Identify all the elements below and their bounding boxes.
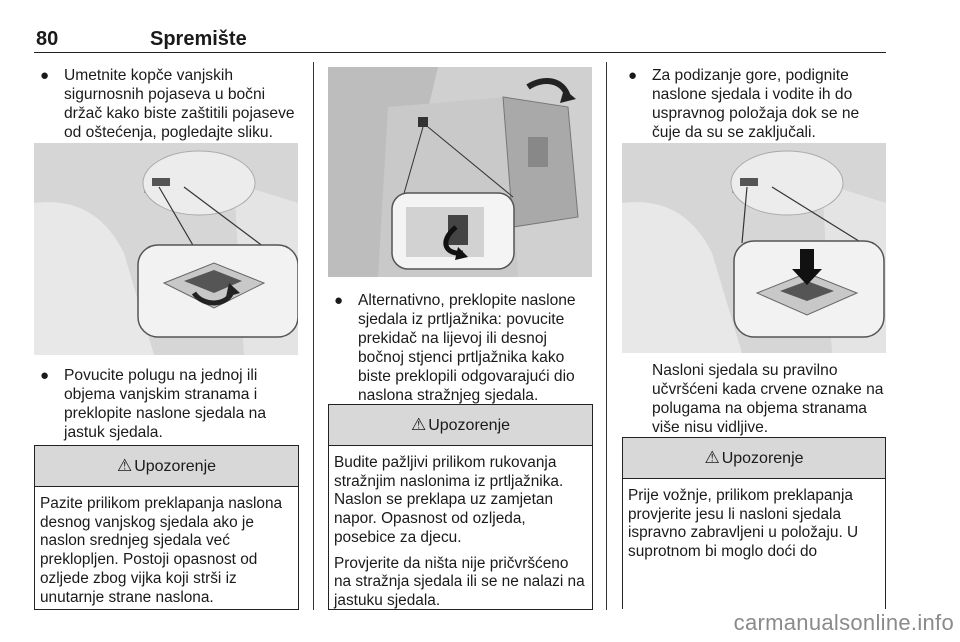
warning-title: Upozorenje [134, 458, 217, 475]
warning-triangle-icon: ⚠ [410, 415, 427, 434]
warning-body [623, 479, 885, 575]
bullet-dot-icon: ● [628, 67, 638, 84]
instruction-bullet [622, 66, 886, 142]
warning-header [329, 405, 592, 446]
bullet-dot-icon: ● [40, 367, 50, 384]
instruction-text: Povucite polugu na jednoj ili objema vanjskim stranama i preklopite naslone sjedala na jastuk sjedala. [64, 367, 266, 441]
illustration-trunk-release-switch [328, 67, 592, 277]
warning-header [623, 438, 885, 479]
note-text: Nasloni sjedala su pravilno učvršćeni kada crvene oznake na polugama na objema stranama više nisu vidljive. [652, 362, 884, 436]
warning-text: Prije vožnje, prilikom preklapanja provjerite jesu li nasloni sjedala ispravno zabravljeni u položaju. U suprotnom bi moglo doći do [628, 487, 859, 561]
warning-triangle-icon: ⚠ [116, 456, 133, 475]
warning-text: Pazite prilikom preklapanja naslona desnog vanjskog sjedala ako je naslon srednjeg sjedala već preklopljen. Postoji opasnost od ozljede zbog vijka koji strši iz unutarnje strane naslona. [40, 495, 283, 606]
column-3-note [652, 361, 888, 437]
instruction-text: Umetnite kopče vanjskih sigurnosnih pojaseva u bočni držač kako biste zaštitili pojaseve od oštećenja, pogledajte sliku. [64, 67, 295, 141]
instruction-bullet [34, 366, 302, 442]
warning-text: Budite pažljivi prilikom rukovanja stražnjim naslonima iz prtljažnika. Naslon se preklapa uz zamjetan napor. Opasnost od ozljeda, posebice za djecu. [334, 454, 564, 546]
column-1-lower [34, 366, 302, 442]
column-1 [34, 66, 302, 142]
warning-body [329, 446, 592, 624]
warning-box [34, 445, 299, 610]
bullet-dot-icon: ● [40, 67, 50, 84]
instruction-text: Za podizanje gore, podignite naslone sjedala i vodite ih do uspravnog položaja dok se ne čuje da su se zaključali. [652, 67, 860, 141]
illustration-headrest-lock-indicator [622, 143, 886, 353]
illustration-headrest-belt-holder [34, 143, 298, 355]
column-divider-1 [313, 62, 314, 610]
page-number: 80 [36, 28, 59, 50]
column-2 [328, 291, 594, 405]
warning-box [622, 437, 886, 609]
bullet-dot-icon: ● [334, 292, 344, 309]
warning-title: Upozorenje [721, 450, 804, 467]
warning-body [35, 487, 298, 620]
instruction-bullet [328, 291, 594, 405]
page-title: Spremište [150, 28, 247, 50]
warning-box [328, 404, 593, 610]
instruction-text: Alternativno, preklopite naslone sjedala iz prtljažnika: povucite prekidač na lijevoj ili desnoj bočnoj stjenci prtljažnika kako biste preklopili odgovarajući dio naslona stražnjeg sjedala. [358, 292, 576, 404]
warning-text: Provjerite da ništa nije pričvršćeno na stražnja sjedala ili se ne nalazi na jastuku sjedala. [334, 554, 585, 609]
page-header [34, 24, 886, 53]
column-3 [622, 66, 886, 142]
warning-title: Upozorenje [428, 417, 511, 434]
column-divider-2 [606, 62, 607, 610]
warning-header [35, 446, 298, 487]
warning-triangle-icon: ⚠ [704, 448, 720, 467]
instruction-bullet [34, 66, 302, 142]
watermark: carmanualsonline.info [733, 610, 954, 635]
